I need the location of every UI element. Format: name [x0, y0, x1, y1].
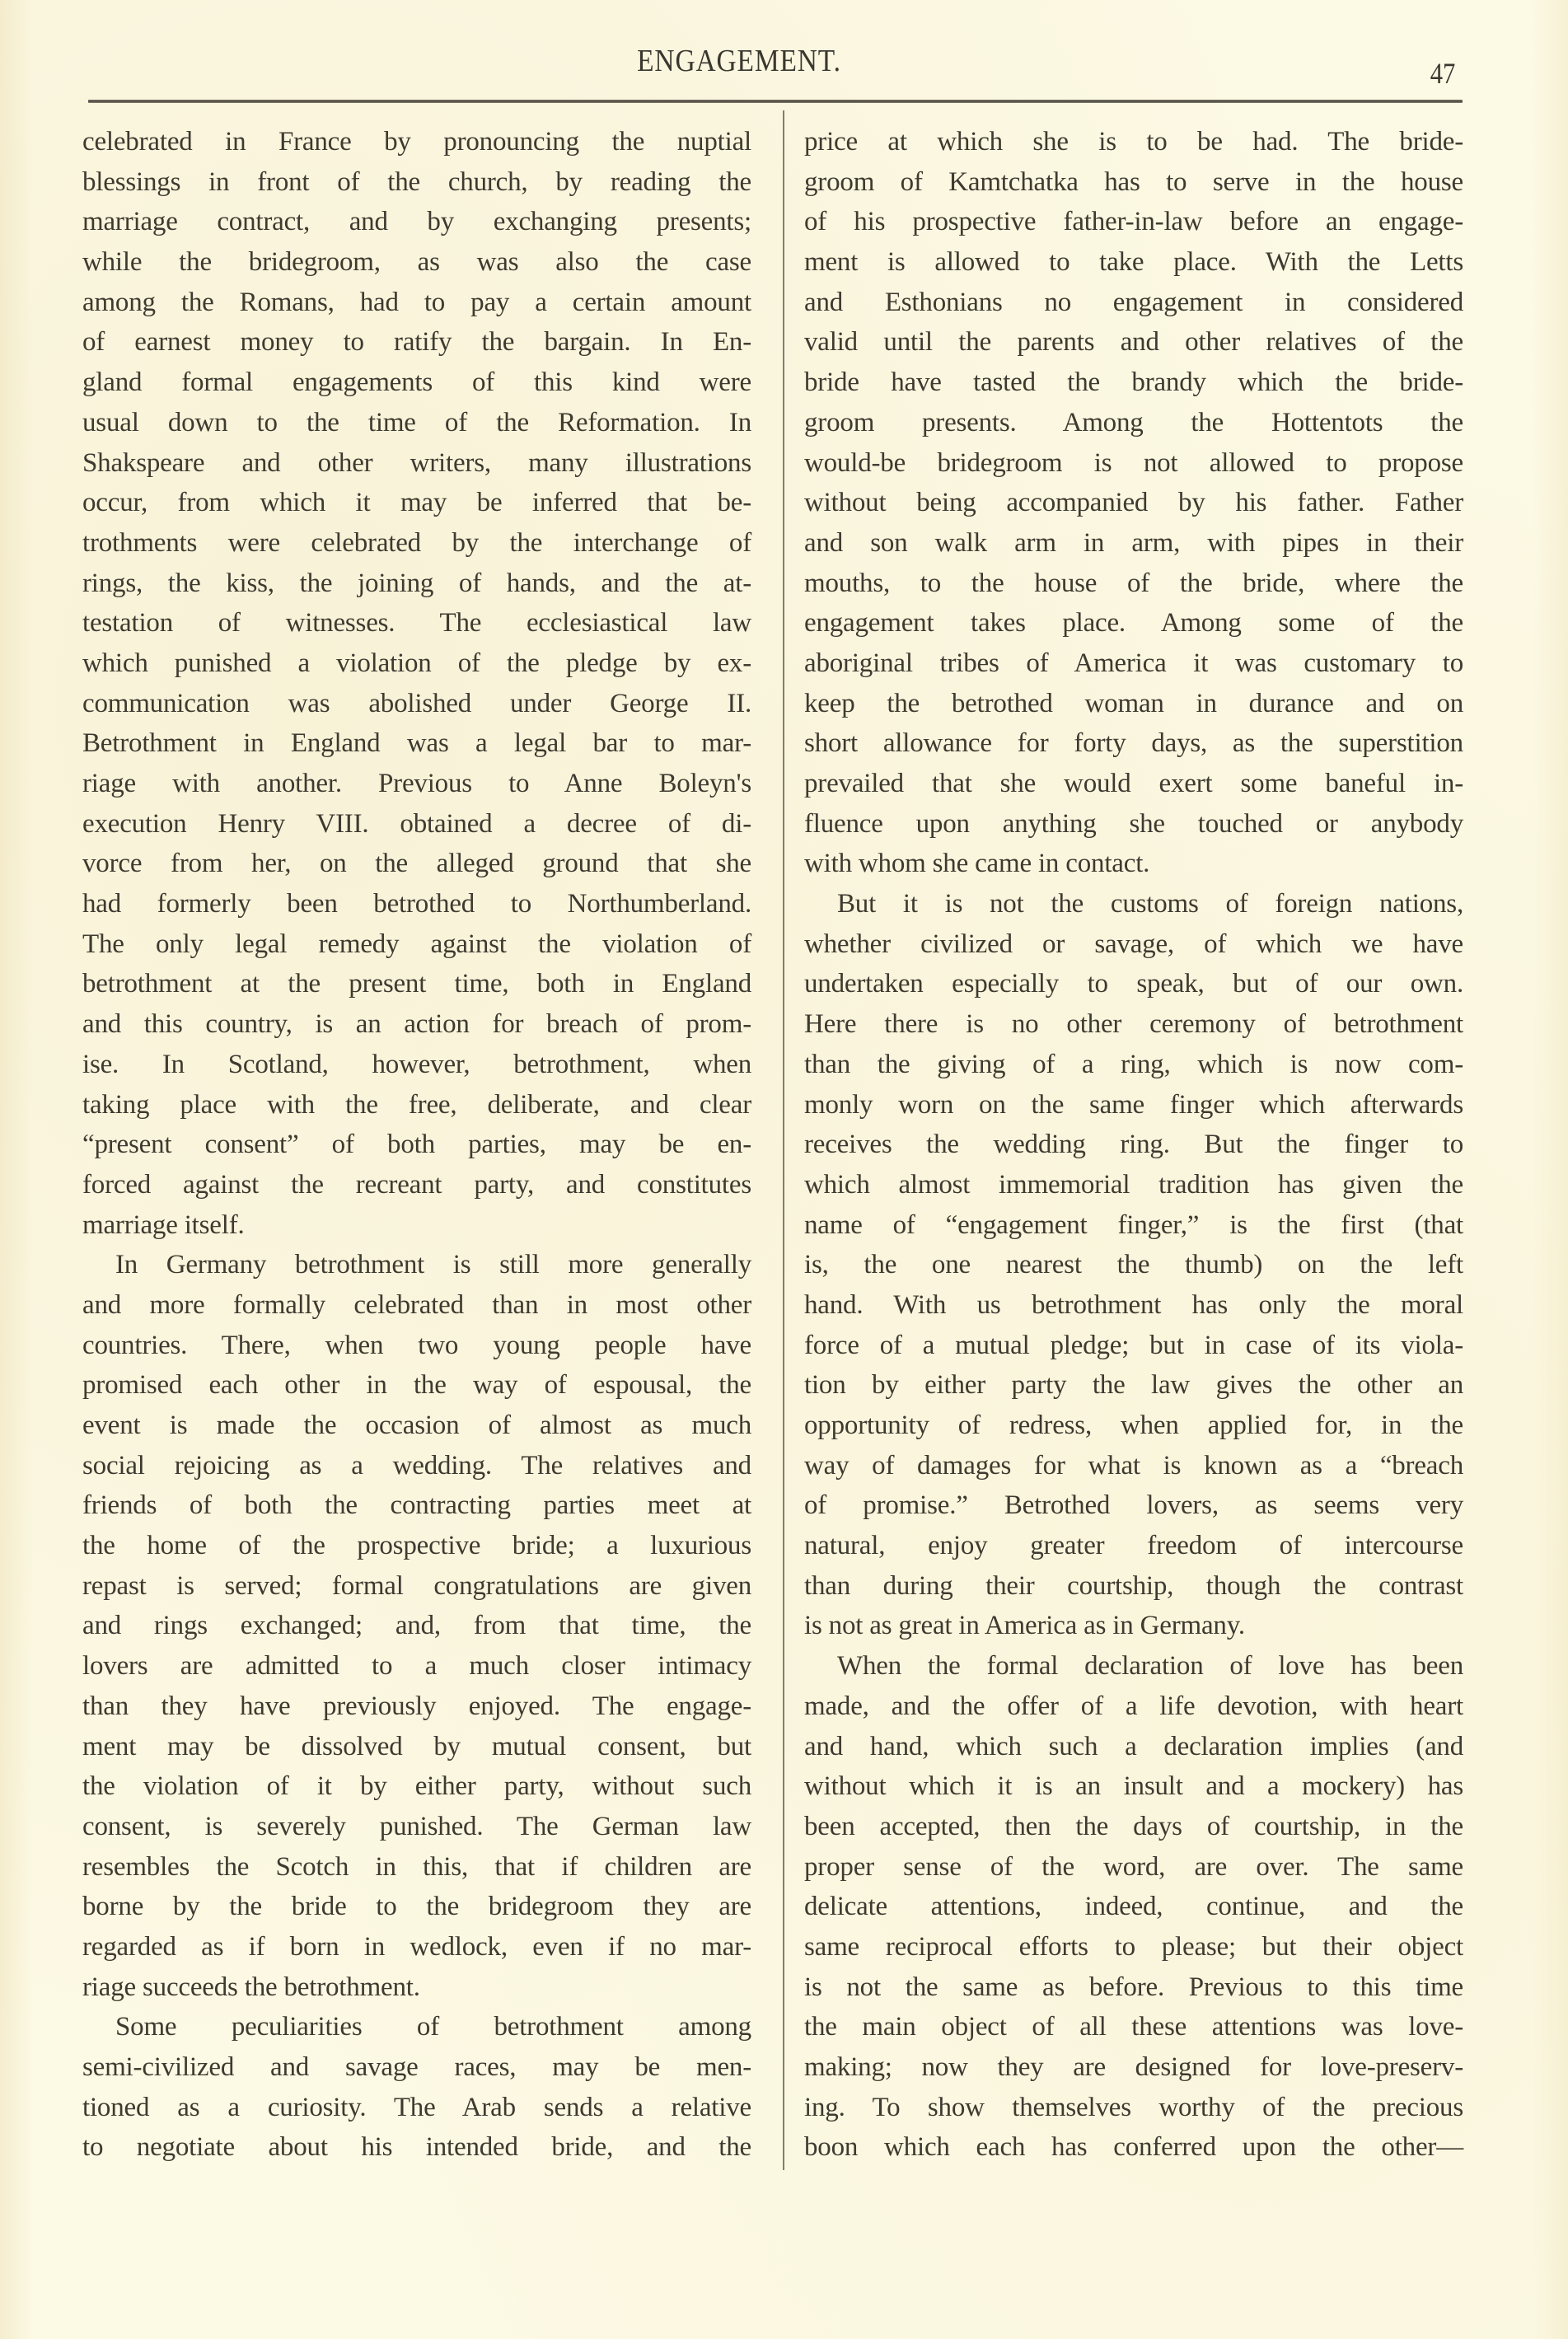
text-line: making; now they are designed for love-preserv- — [804, 2052, 1463, 2082]
text-line: testation of witnesses. The ecclesiastical law — [82, 608, 751, 639]
text-line: would-be bridegroom is not allowed to propose — [804, 447, 1463, 478]
column-divider — [783, 110, 784, 2170]
text-line: trothments were celebrated by the interchange of — [82, 527, 751, 558]
text-line: and this country, is an action for breach of prom- — [82, 1009, 751, 1040]
text-line: bride have tasted the brandy which the bride- — [804, 367, 1463, 398]
text-line: among the Romans, had to pay a certain amount — [82, 287, 751, 317]
text-line: friends of both the contracting parties meet at — [82, 1490, 751, 1521]
text-line: undertaken especially to speak, but of our own. — [804, 969, 1463, 999]
paragraph — [804, 1646, 1463, 2168]
text-line: taking place with the free, deliberate, and clear — [82, 1089, 751, 1120]
text-line: the main object of all these attentions was love- — [804, 2012, 1463, 2042]
text-line: way of damages for what is known as a “breach — [804, 1450, 1463, 1481]
text-line: made, and the offer of a life devotion, with heart — [804, 1691, 1463, 1721]
text-line: which punished a violation of the pledge by ex- — [82, 648, 751, 678]
text-line: valid until the parents and other relatives of the — [804, 327, 1463, 358]
text-line: “present consent” of both parties, may be en- — [82, 1130, 751, 1160]
text-line: Some peculiarities of betrothment among — [115, 2012, 751, 2042]
text-line: is, the one nearest the thumb) on the left — [804, 1250, 1463, 1280]
text-line: to negotiate about his intended bride, and the — [82, 2132, 751, 2163]
text-line: semi-civilized and savage races, may be men- — [82, 2052, 751, 2082]
running-head — [88, 40, 1463, 89]
text-line: riage succeeds the betrothment. — [82, 1972, 420, 2002]
text-line: without being accompanied by his father. Father — [804, 488, 1463, 518]
text-line: communication was abolished under George II. — [82, 688, 751, 718]
text-line: and hand, which such a declaration implies (and — [804, 1731, 1463, 1761]
text-line: Here there is no other ceremony of betrothment — [804, 1009, 1463, 1040]
text-line: event is made the occasion of almost as much — [82, 1410, 751, 1440]
text-line: without which it is an insult and a mockery) has — [804, 1771, 1463, 1802]
text-line: ment is allowed to take place. With the Letts — [804, 247, 1463, 278]
text-line: When the formal declaration of love has been — [837, 1651, 1463, 1682]
paragraph — [82, 122, 751, 1245]
text-line: ment may be dissolved by mutual consent, but — [82, 1731, 751, 1761]
text-line: price at which she is to be had. The bride- — [804, 127, 1463, 157]
text-line: opportunity of redress, when applied for, in the — [804, 1410, 1463, 1440]
text-line: consent, is severely punished. The German law — [82, 1811, 751, 1841]
text-line: name of “engagement finger,” is the first (that — [804, 1209, 1463, 1240]
text-line: engagement takes place. Among some of the — [804, 608, 1463, 639]
text-line: and Esthonians no engagement in considered — [804, 287, 1463, 317]
text-line: ise. In Scotland, however, betrothment, when — [82, 1049, 751, 1079]
text-line: had formerly been betrothed to Northumberland. — [82, 889, 751, 919]
text-line: occur, from which it may be inferred that be- — [82, 488, 751, 518]
text-line: But it is not the customs of foreign nations, — [837, 889, 1463, 919]
text-line: short allowance for forty days, as the superstition — [804, 728, 1463, 759]
text-line: prevailed that she would exert some baneful in- — [804, 769, 1463, 798]
text-line: Betrothment in England was a legal bar to mar- — [82, 728, 751, 759]
text-line: of promise.” Betrothed lovers, as seems very — [804, 1490, 1463, 1521]
paragraph — [82, 1245, 751, 2007]
text-line: aboriginal tribes of America it was customary to — [804, 648, 1463, 678]
text-line: proper sense of the word, are over. The same — [804, 1851, 1463, 1882]
text-line: betrothment at the present time, both in England — [82, 969, 751, 999]
text-line: marriage itself. — [82, 1209, 245, 1240]
paragraph — [804, 884, 1463, 1646]
text-line: natural, enjoy greater freedom of intercourse — [804, 1531, 1463, 1561]
text-line: been accepted, then the days of courtship, in the — [804, 1811, 1463, 1841]
text-line: gland formal engagements of this kind were — [82, 367, 751, 398]
text-line: riage with another. Previous to Anne Boleyn's — [82, 769, 751, 798]
text-line: social rejoicing as a wedding. The relatives and — [82, 1450, 751, 1481]
text-line: marriage contract, and by exchanging presents; — [82, 207, 751, 237]
text-line: of earnest money to ratify the bargain. In En- — [82, 327, 751, 358]
text-line: forced against the recreant party, and constitutes — [82, 1169, 751, 1200]
text-line: with whom she came in contact. — [804, 849, 1150, 879]
text-line: delicate attentions, indeed, continue, and the — [804, 1892, 1463, 1922]
text-line: force of a mutual pledge; but in case of its viola- — [804, 1330, 1463, 1360]
running-title: ENGAGEMENT. — [637, 44, 841, 78]
text-line: regarded as if born in wedlock, even if no mar- — [82, 1931, 751, 1962]
text-line: vorce from her, on the alleged ground that she — [82, 849, 751, 879]
text-line: celebrated in France by pronouncing the nuptial — [82, 127, 751, 157]
text-line: boon which each has conferred upon the other— — [804, 2132, 1463, 2163]
page-number: 47 — [1430, 57, 1456, 90]
text-line: of his prospective father-in-law before an engage- — [804, 207, 1463, 237]
text-line: keep the betrothed woman in durance and on — [804, 688, 1463, 718]
text-line: ing. To show themselves worthy of the precious — [804, 2092, 1463, 2122]
text-line: whether civilized or savage, of which we have — [804, 929, 1463, 959]
text-line: repast is served; formal congratulations are given — [82, 1570, 751, 1601]
text-line: usual down to the time of the Reformation. In — [82, 407, 751, 437]
text-line: than during their courtship, though the contrast — [804, 1570, 1463, 1601]
text-line: resembles the Scotch in this, that if children are — [82, 1851, 751, 1882]
text-line: countries. There, when two young people have — [82, 1330, 751, 1360]
left-column — [82, 122, 751, 2168]
text-line: promised each other in the way of espousal, the — [82, 1370, 751, 1401]
text-line: rings, the kiss, the joining of hands, and the at- — [82, 568, 751, 598]
paragraph — [82, 2007, 751, 2168]
text-line: while the bridegroom, as was also the case — [82, 247, 751, 278]
text-line: lovers are admitted to a much closer intimacy — [82, 1651, 751, 1682]
header-rule — [88, 100, 1463, 103]
paragraph — [804, 122, 1463, 884]
text-line: and more formally celebrated than in most other — [82, 1289, 751, 1320]
text-line: The only legal remedy against the violation of — [82, 929, 751, 959]
text-line: same reciprocal efforts to please; but their object — [804, 1931, 1463, 1962]
text-line: In Germany betrothment is still more generally — [115, 1250, 751, 1280]
right-column — [804, 122, 1463, 2168]
text-line: and son walk arm in arm, with pipes in their — [804, 527, 1463, 558]
text-line: borne by the bride to the bridegroom they are — [82, 1892, 751, 1922]
text-line: than the giving of a ring, which is now com- — [804, 1049, 1463, 1079]
text-line: tioned as a curiosity. The Arab sends a relative — [82, 2092, 751, 2122]
text-line: is not the same as before. Previous to this time — [804, 1972, 1463, 2002]
text-line: execution Henry VIII. obtained a decree of di- — [82, 808, 751, 839]
text-line: than they have previously enjoyed. The engage- — [82, 1691, 751, 1721]
text-line: hand. With us betrothment has only the moral — [804, 1289, 1463, 1320]
text-line: groom of Kamtchatka has to serve in the house — [804, 166, 1463, 197]
text-line: which almost immemorial tradition has given the — [804, 1169, 1463, 1200]
text-line: and rings exchanged; and, from that time, the — [82, 1611, 751, 1641]
text-line: mouths, to the house of the bride, where the — [804, 568, 1463, 598]
text-line: blessings in front of the church, by reading the — [82, 166, 751, 197]
text-line: groom presents. Among the Hottentots the — [804, 407, 1463, 437]
text-line: Shakspeare and other writers, many illustrations — [82, 447, 751, 478]
text-line: the violation of it by either party, without such — [82, 1771, 751, 1802]
text-line: tion by either party the law gives the other an — [804, 1370, 1463, 1401]
text-line: monly worn on the same finger which afterwards — [804, 1089, 1463, 1120]
text-line: is not as great in America as in Germany. — [804, 1611, 1245, 1641]
text-line: receives the wedding ring. But the finger to — [804, 1130, 1463, 1160]
text-line: the home of the prospective bride; a luxurious — [82, 1531, 751, 1561]
text-line: fluence upon anything she touched or anybody — [804, 808, 1463, 839]
